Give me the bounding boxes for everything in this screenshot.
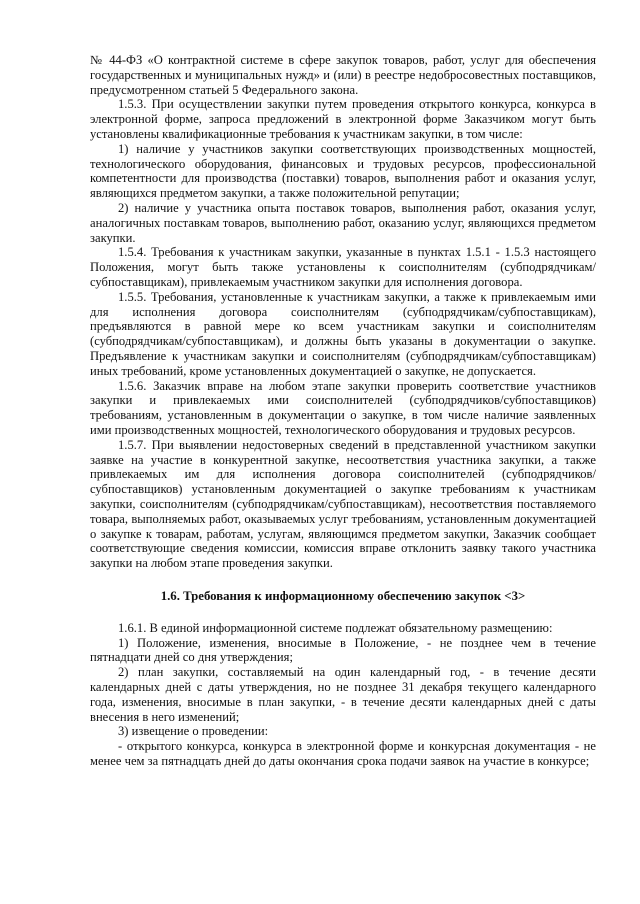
- paragraph-1-5-4: 1.5.4. Требования к участникам закупки, указанные в пунктах 1.5.1 - 1.5.3 настоящего Положения, могут быть также установлены к соисполнителям (субподрядчикам/субпоставщикам), привлекаемым участником закупки для исполнения договора.: [90, 245, 596, 289]
- paragraph-1-5-3: 1.5.3. При осуществлении закупки путем проведения открытого конкурса, конкурса в электронной форме, запроса предложений в электронной форме Заказчиком могут быть установлены квалификационные требования к участникам закупки, в том числе:: [90, 97, 596, 141]
- paragraph-1-6-1: 1.6.1. В единой информационной системе подлежат обязательному размещению:: [118, 620, 553, 635]
- paragraph-law-reference: № 44-ФЗ «О контрактной системе в сфере закупок товаров, работ, услуг для обеспечения государственных и муниципальных нужд» и (или) в реестре недобросовестных поставщиков, предусмотренном статьей 5 Федерального закона.: [90, 53, 596, 97]
- paragraph-1-5-7: 1.5.7. При выявлении недостоверных сведений в представленной участником закупки заявке на участие в конкурентной закупке, несоответствия участника закупки, а также привлекаемых им для исполнения договора соисполнителей (субподрядчиков/субпоставщиков) установленным документацией о закупке требованиям к участникам закупки, соисполнителям (субподрядчикам/субпоставщикам), несоответствия поставляемого товара, выполняемых работ, оказываемых услуг требованиям, установленным документацией о закупке к товарам, работам, услугам, являющимся предметом закупки, Заказчик сообщает соответствующие сведения комиссии, комиссия вправе отклонить заявку такого участника закупки на любом этапе проведения закупки.: [90, 437, 596, 571]
- document-body: [90, 53, 596, 769]
- paragraph-1-6-1-item-3-bullet: - открытого конкурса, конкурса в электронной форме и конкурсная документация - не менее чем за пятнадцать дней до даты окончания срока подачи заявок на участие в конкурсе;: [90, 739, 596, 769]
- paragraph-1-5-5: 1.5.5. Требования, установленные к участникам закупки, а также к привлекаемым ими для исполнения договора соисполнителям (субподрядчикам/субпоставщикам), предъявляются в равной мере ко всем участникам закупки и соисполнителям (субподрядчикам/субпоставщикам), и должны быть указаны в документации о закупке. Предъявление к участникам закупки и соисполнителям (субподрядчикам/субпоставщикам) иных требований, кроме установленных документацией о закупке, не допускается.: [90, 289, 596, 378]
- paragraph-1-6-1-item-2: 2) план закупки, составляемый на один календарный год, - в течение десяти календарных дней с даты утверждения, но не позднее 31 декабря текущего календарного года, изменения, вносимые в план закупки, - в течение десяти календарных дней с даты внесения в него изменений;: [90, 665, 596, 724]
- paragraph-1-5-3-item-2: 2) наличие у участника опыта поставок товаров, выполнения работ, оказания услуг, аналогичных поставкам товаров, выполнению работ, оказанию услуг, являющихся предметом закупки.: [90, 200, 596, 245]
- paragraph-1-6-1-item-3: 3) извещение о проведении:: [118, 724, 269, 739]
- paragraph-1-6-1-item-1: 1) Положение, изменения, вносимые в Положение, - не позднее чем в течение пятнадцати дней со дня утверждения;: [90, 635, 596, 665]
- paragraph-1-5-6: 1.5.6. Заказчик вправе на любом этапе закупки проверить соответствие участников закупки и привлекаемых ими соисполнителей (субподрядчиков/субпоставщиков) требованиям, установленным в документации о закупке, в том числе наличие заявленных ими производственных мощностей, технологического оборудования и трудовых ресурсов.: [90, 378, 596, 437]
- section-heading-1-6: 1.6. Требования к информационному обеспечению закупок <3>: [160, 588, 526, 603]
- paragraph-1-5-3-item-1: 1) наличие у участников закупки соответствующих производственных мощностей, технологического оборудования, финансовых и трудовых ресурсов, профессиональной компетентности для производства (поставки) товаров, выполнения работ и оказания услуг, являющихся предметом закупки, а также положительной репутации;: [90, 141, 596, 201]
